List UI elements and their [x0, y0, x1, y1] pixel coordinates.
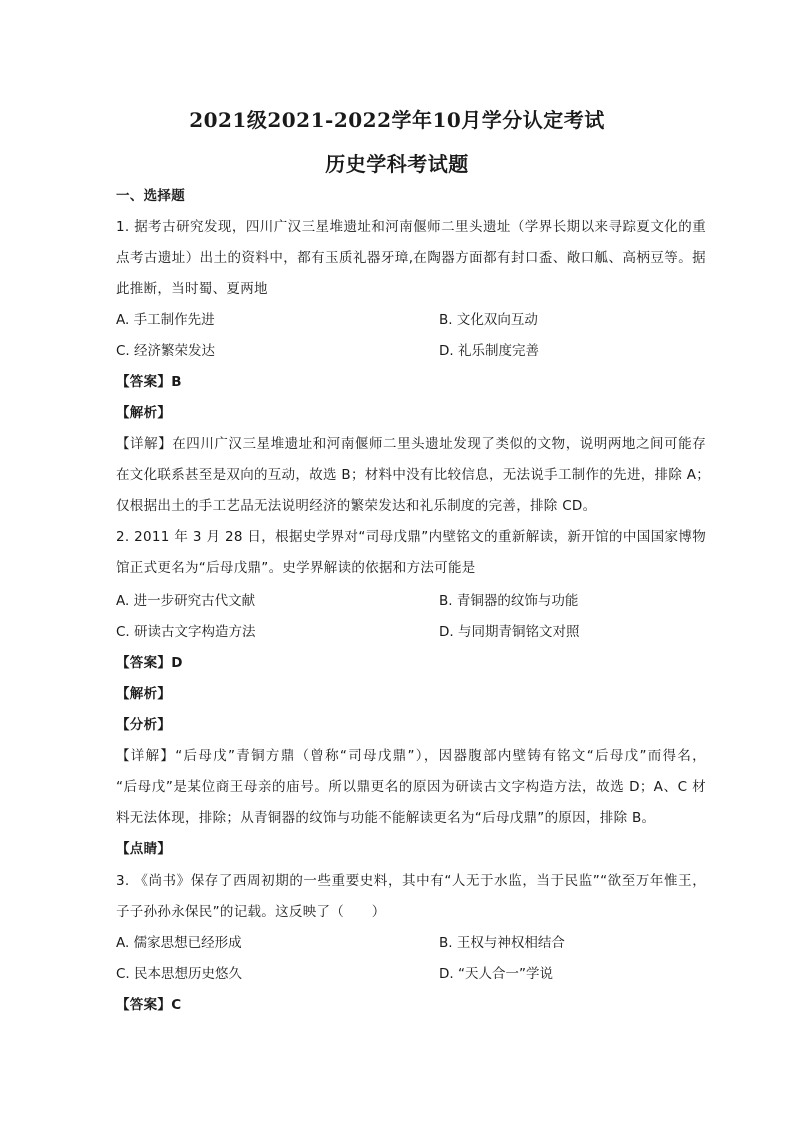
q2-detail-line-1: 【详解】“后母戊”青铜方鼎（曾称“司母戊鼎”），因器腹部内壁铸有铭文“后母戊”而得名， [116, 748, 706, 764]
q2-detail-line-3: 料无法体现，排除；从青铜器的纹饰与功能不能解读更名为“后母戊鼎”的原因，排除 B。 [116, 810, 656, 826]
q2-option-b: B. 青铜器的纹饰与功能 [439, 593, 579, 609]
q1-option-c: C. 经济繁荣发达 [116, 343, 216, 359]
q2-stem-line-2: 馆正式更名为“后母戊鼎”。史学界解读的依据和方法可能是 [116, 560, 476, 576]
q3-option-a: A. 儒家思想已经形成 [116, 935, 242, 951]
q3-answer: 【答案】C [116, 997, 182, 1013]
exam-title: 2021级2021-2022学年10月学分认定考试 [189, 108, 605, 132]
exam-subtitle: 历史学科考试题 [325, 152, 469, 176]
q2-stem-line-1: 2. 2011 年 3 月 28 日，根据史学界对“司母戊鼎”内壁铭文的重新解读，新开馆的中国国家博物 [116, 529, 706, 545]
q2-answer: 【答案】D [116, 655, 183, 671]
q1-stem-line-3: 此推断，当时蜀、夏两地 [116, 281, 268, 297]
q2-option-d: D. 与同期青铜铭文对照 [439, 624, 580, 640]
q2-analysis2-label: 【分析】 [116, 717, 172, 733]
q1-option-b: B. 文化双向互动 [439, 312, 538, 328]
q1-stem-line-1: 1. 据考古研究发现，四川广汉三星堆遗址和河南偃师二里头遗址（学界长期以来寻踪夏文化的重 [116, 219, 706, 235]
q3-option-d: D. “天人合一”学说 [439, 966, 553, 982]
q1-option-d: D. 礼乐制度完善 [439, 343, 539, 359]
q1-detail-line-2: 在文化联系甚至是双向的互动，故选 B；材料中没有比较信息，无法说手工制作的先进，排除 A； [116, 467, 711, 483]
q1-detail-line-1: 【详解】在四川广汉三星堆遗址和河南偃师二里头遗址发现了类似的文物，说明两地之间可能存 [116, 436, 706, 452]
q3-option-b: B. 王权与神权相结合 [439, 935, 565, 951]
q3-stem-line-1: 3. 《尚书》保存了西周初期的一些重要史料，其中有“人无于水监，当于民监”“欲至万年惟王， [116, 873, 706, 889]
q2-option-c: C. 研读古文字构造方法 [116, 624, 256, 640]
q2-detail-line-2: “后母戊”是某位商王母亲的庙号。所以鼎更名的原因为研读古文字构造方法，故选 D；A、C 材 [116, 779, 706, 795]
q1-analysis-label: 【解析】 [116, 405, 172, 421]
q1-detail-line-3: 仅根据出土的手工艺品无法说明经济的繁荣发达和礼乐制度的完善，排除 CD。 [116, 498, 597, 514]
q2-note-label: 【点睛】 [116, 841, 172, 857]
q1-stem-line-2: 点考古遗址）出土的资料中，都有玉质礼器牙璋,在陶器方面都有封口盉、敞口觚、高柄豆等。据 [116, 250, 706, 266]
q3-stem-line-2: 子子孙孙永保民”的记载。这反映了（ ） [116, 904, 386, 920]
section-heading: 一、选择题 [116, 188, 185, 204]
q1-answer: 【答案】B [116, 374, 182, 390]
q2-analysis-label: 【解析】 [116, 686, 172, 702]
q2-option-a: A. 进一步研究古代文献 [116, 593, 256, 609]
q3-option-c: C. 民本思想历史悠久 [116, 966, 243, 982]
q1-option-a: A. 手工制作先进 [116, 312, 215, 328]
